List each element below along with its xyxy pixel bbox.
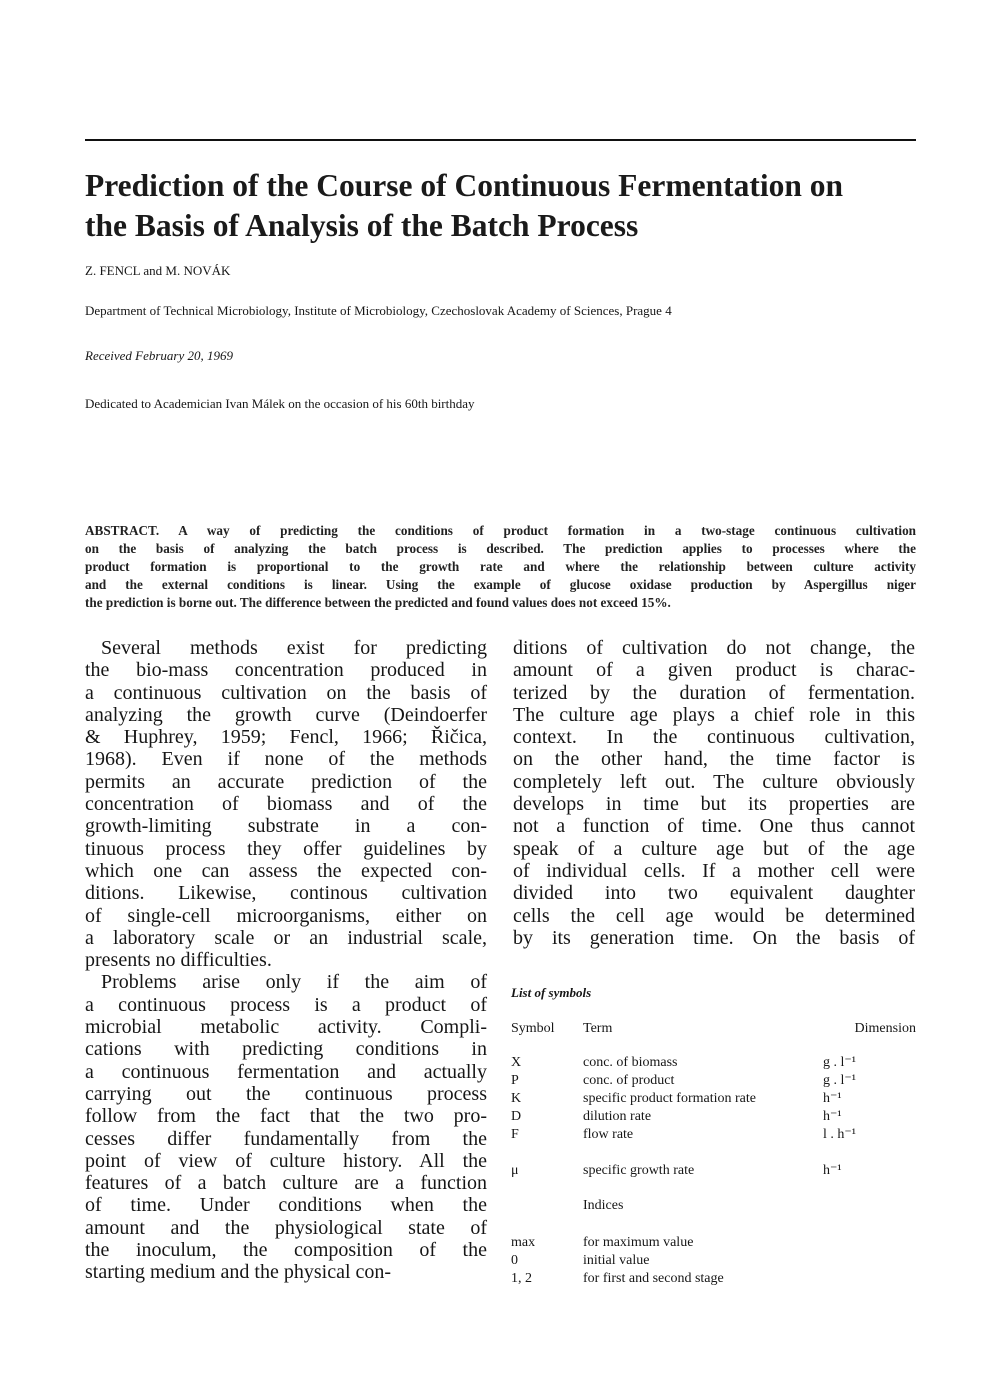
body-line: starting medium and the physical con- <box>85 1261 392 1284</box>
body-line: not a function of time. One thus cannot <box>513 815 915 838</box>
dimension: h⁻¹ <box>823 1091 842 1106</box>
body-line: concentration of biomass and of the <box>85 793 487 816</box>
body-line: The culture age plays a chief role in this <box>513 703 915 726</box>
symbol: X <box>511 1055 522 1070</box>
symbols-list <box>511 980 916 1288</box>
body-column-left <box>85 637 487 1284</box>
dimension: l . h⁻¹ <box>823 1127 856 1142</box>
received-date: Received February 20, 1969 <box>85 348 234 363</box>
index-meaning: for first and second stage <box>583 1271 724 1286</box>
body-line: features of a batch culture are a function <box>85 1172 487 1195</box>
top-rule <box>85 139 916 141</box>
body-line: tinuous process they offer guidelines by <box>85 837 487 860</box>
abstract-line <box>85 558 916 576</box>
term: flow rate <box>583 1127 634 1142</box>
body-line: cesses differ fundamentally from the <box>85 1127 487 1150</box>
dimension: h⁻¹ <box>823 1109 842 1124</box>
body-line: the bio-mass concentration produced in <box>85 659 487 682</box>
body-line: a laboratory scale or an industrial scale, <box>85 926 487 949</box>
body-line: Problems arise only if the aim of <box>101 971 487 994</box>
dimension: g . l⁻¹ <box>823 1073 856 1088</box>
title-line: the Basis of Analysis of the Batch Process <box>85 208 639 243</box>
symbols-caption: List of symbols <box>511 985 592 1000</box>
index-symbol: 1, 2 <box>511 1271 532 1286</box>
body-line: amount of a given product is charac- <box>513 659 915 682</box>
index-meaning: initial value <box>583 1253 650 1268</box>
body-line: permits an accurate prediction of the <box>85 770 487 793</box>
abstract-line <box>85 522 916 540</box>
abstract-label: ABSTRACT. <box>85 523 160 538</box>
body-line: carrying out the continuous process <box>85 1082 487 1105</box>
body-line: which one can assess the expected con- <box>85 859 487 882</box>
symbol: K <box>511 1091 522 1106</box>
body-line: of time. Under conditions when the <box>85 1194 487 1217</box>
abstract-text: the prediction is borne out. The difference between the predicted and found values does not exceed 15%. <box>85 595 671 610</box>
body-line: cells the cell age would be determined <box>513 904 915 927</box>
abstract-line <box>85 576 916 594</box>
index-symbol: max <box>511 1235 536 1250</box>
symbol-row <box>511 1126 916 1144</box>
body-line: & Huphrey, 1959; Fencl, 1966; Řičica, <box>85 726 487 749</box>
index-row <box>511 1270 916 1288</box>
body-line: ditions of cultivation do not change, the <box>513 637 915 659</box>
body-line: develops in time but its properties are <box>513 793 915 816</box>
symbols-header <box>511 1020 916 1054</box>
index-row <box>511 1252 916 1270</box>
symbol-row <box>511 1072 916 1090</box>
indices-label: Indices <box>583 1198 624 1213</box>
term: conc. of product <box>583 1073 675 1088</box>
body-line: growth-limiting substrate in a con- <box>85 815 487 838</box>
body-line: Several methods exist for predicting <box>101 637 487 659</box>
dedication: Dedicated to Academician Ivan Málek on the occasion of his 60th birthday <box>85 396 475 411</box>
body-line: on the other hand, the time factor is <box>513 748 915 771</box>
body-line: terized by the duration of fermentation. <box>513 681 915 704</box>
body-line: cations with predicting conditions in <box>85 1038 487 1061</box>
abstract-text: product formation is proportional to the growth rate and where the relationship between culture activity <box>85 559 916 574</box>
abstract-line <box>85 594 916 612</box>
index-row <box>511 1234 916 1252</box>
body-line: speak of a culture age but of the age <box>513 837 915 860</box>
body-line: amount and the physiological state of <box>85 1216 487 1239</box>
body-line: divided into two equivalent daughter <box>513 882 915 905</box>
symbol-row <box>511 1090 916 1108</box>
abstract-text: A way of predicting the conditions of product formation in a two-stage continuous cultivation <box>159 523 916 538</box>
body-line: 1968). Even if none of the methods <box>85 748 487 771</box>
abstract-text: on the basis of analyzing the batch process is described. The prediction applies to processes where the <box>85 541 916 556</box>
affiliation: Department of Technical Microbiology, Institute of Microbiology, Czechoslovak Academy of Sciences, Prague 4 <box>85 303 672 318</box>
body-line: a continuous fermentation and actually <box>85 1060 487 1083</box>
index-symbol: 0 <box>511 1253 518 1268</box>
term: specific product formation rate <box>583 1091 756 1106</box>
symbol-row <box>511 1162 916 1180</box>
body-line: analyzing the growth curve (Deindoerfer <box>85 703 487 726</box>
authors: Z. FENCL and M. NOVÁK <box>85 263 231 278</box>
header-symbol: Symbol <box>511 1021 555 1036</box>
body-line: of single-cell microorganisms, either on <box>85 904 487 927</box>
indices-label-row <box>511 1197 916 1215</box>
body-line: the inoculum, the composition of the <box>85 1239 487 1262</box>
symbol: F <box>511 1127 519 1142</box>
paper-title <box>85 166 925 246</box>
body-line: a continuous process is a product of <box>85 993 487 1016</box>
body-line: a continuous cultivation on the basis of <box>85 681 487 704</box>
body-line: context. In the continuous cultivation, <box>513 726 915 749</box>
dimension: h⁻¹ <box>823 1163 842 1178</box>
symbol: μ <box>511 1163 519 1178</box>
body-line: follow from the fact that the two pro- <box>85 1105 487 1128</box>
title-line: Prediction of the Course of Continuous Fermentation on <box>85 168 844 203</box>
body-line: by its generation time. On the basis of <box>513 926 915 949</box>
symbol-row <box>511 1108 916 1126</box>
symbol-row <box>511 1054 916 1072</box>
body-line: point of view of culture history. All the <box>85 1149 487 1172</box>
abstract-line <box>85 540 916 558</box>
body-line: microbial metabolic activity. Compli- <box>85 1016 487 1039</box>
abstract <box>85 522 916 612</box>
body-line: of individual cells. If a mother cell were <box>513 859 915 882</box>
term: conc. of biomass <box>583 1055 678 1070</box>
index-meaning: for maximum value <box>583 1235 694 1250</box>
body-line: completely left out. The culture obviously <box>513 770 915 793</box>
dimension: g . l⁻¹ <box>823 1055 856 1070</box>
abstract-text: and the external conditions is linear. Using the example of glucose oxidase production by Aspergillus niger <box>85 577 916 592</box>
body-line: ditions. Likewise, continous cultivation <box>85 882 487 905</box>
symbol: D <box>511 1109 522 1124</box>
term: dilution rate <box>583 1109 652 1124</box>
symbol: P <box>511 1073 519 1088</box>
body-column-right <box>513 637 915 949</box>
header-dimension: Dimension <box>854 1021 916 1036</box>
term: specific growth rate <box>583 1163 695 1178</box>
body-line: presents no difficulties. <box>85 949 272 972</box>
header-term: Term <box>583 1021 613 1036</box>
